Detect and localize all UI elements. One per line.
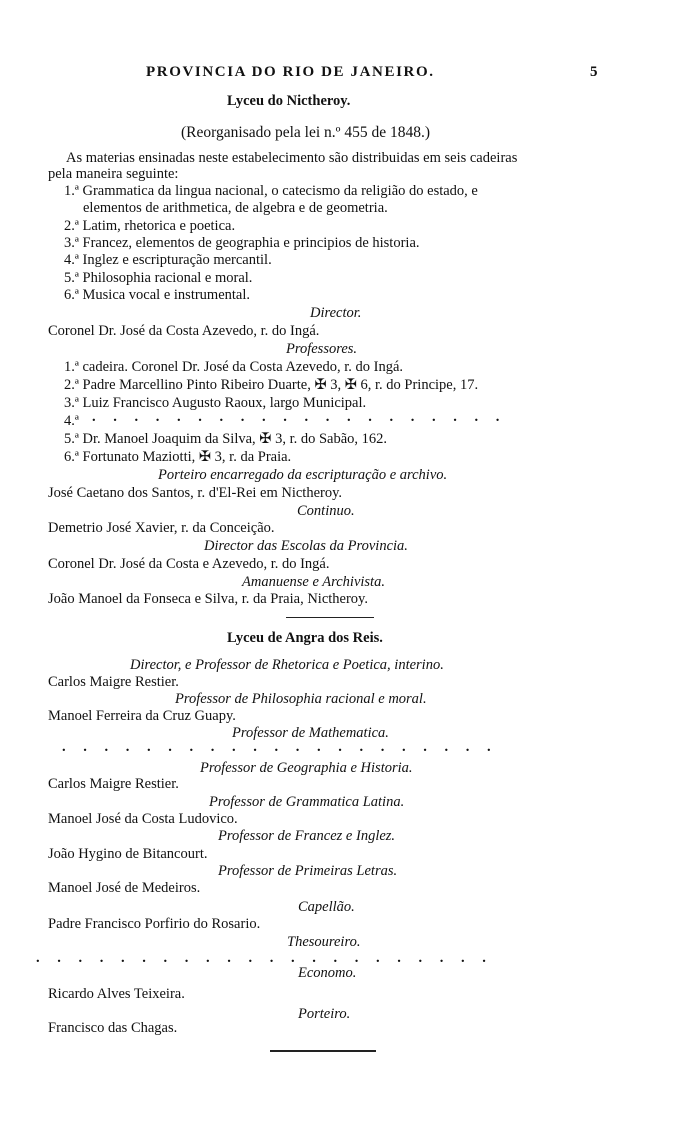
page-number: 5 [590,64,598,80]
page-header-title: PROVINCIA DO RIO DE JANEIRO. [146,64,435,80]
section-divider [286,617,374,618]
prof-philosophia-name: Manoel Ferreira da Cruz Guapy. [48,708,236,724]
intro-line-2: pela maneira seguinte: [48,166,179,182]
capellao-name: Padre Francisco Porfirio do Rosario. [48,916,261,932]
cadeira-item: 6.ª Musica vocal e instrumental. [64,287,251,303]
porteiro-angra-heading: Porteiro. [298,1006,351,1022]
cadeira-item: 1.ª Grammatica da lingua nacional, o catecismo da religião do estado, e [64,183,478,199]
cadeira-item: elementos de arithmetica, de algebra e de geometria. [83,200,388,216]
prof-grammatica-heading: Professor de Grammatica Latina. [209,794,405,810]
angra-director-heading: Director, e Professor de Rhetorica e Poetica, interino. [130,657,444,673]
professor-item: 3.ª Luiz Francisco Augusto Raoux, largo Municipal. [64,395,367,411]
prof-francez-name: João Hygino de Bitancourt. [48,846,208,862]
prof-geographia-heading: Professor de Geographia e Historia. [200,760,413,776]
cadeira-item: 2.ª Latim, rhetorica e poetica. [64,218,236,234]
intro-line-1: As materias ensinadas neste estabelecimento são distribuidas em seis cadeiras [66,150,518,166]
prof-mathematica-heading: Professor de Mathematica. [232,725,389,741]
section-title-angra: Lyceu de Angra dos Reis. [227,630,383,646]
amanuense-name: João Manoel da Fonseca e Silva, r. da Praia, Nictheroy. [48,591,368,607]
economo-heading: Economo. [298,965,357,981]
professor-item: 1.ª cadeira. Coronel Dr. José da Costa Azevedo, r. do Ingá. [64,359,404,375]
professor-item: 5.ª Dr. Manoel Joaquim da Silva, ✠ 3, r. do Sabão, 162. [64,431,388,447]
professores-heading: Professores. [286,341,358,357]
dotted-leader: . . . . . . . . . . . . . . . . . . . . [92,409,507,425]
section-title-nictheroy: Lyceu do Nictheroy. [227,93,351,109]
section-divider-end [270,1050,376,1052]
porteiro-heading: Porteiro encarregado da escripturação e archivo. [158,467,448,483]
thesoureiro-heading: Thesoureiro. [287,934,361,950]
angra-director-name: Carlos Maigre Restier. [48,674,179,690]
professor-item: 2.ª Padre Marcellino Pinto Ribeiro Duarte, ✠ 3, ✠ 6, r. do Principe, 17. [64,377,479,393]
prof-primeiras-heading: Professor de Primeiras Letras. [218,863,398,879]
prof-grammatica-name: Manoel José da Costa Ludovico. [48,811,238,827]
director-escolas-name: Coronel Dr. José da Costa e Azevedo, r. do Ingá. [48,556,330,572]
director-heading: Director. [310,305,362,321]
continuo-name: Demetrio José Xavier, r. da Conceição. [48,520,275,536]
dotted-leader: . . . . . . . . . . . . . . . . . . . . . . [36,950,493,966]
continuo-heading: Continuo. [297,503,355,519]
economo-name: Ricardo Alves Teixeira. [48,986,185,1002]
porteiro-name: José Caetano dos Santos, r. d'El-Rei em Nictheroy. [48,485,343,501]
director-name: Coronel Dr. José da Costa Azevedo, r. do Ingá. [48,323,320,339]
prof-primeiras-name: Manoel José de Medeiros. [48,880,201,896]
section-subtitle-nictheroy: (Reorganisado pela lei n.º 455 de 1848.) [181,124,431,141]
professor-item: 4.ª [64,413,79,429]
capellao-heading: Capellão. [298,899,355,915]
porteiro-angra-name: Francisco das Chagas. [48,1020,178,1036]
director-escolas-heading: Director das Escolas da Provincia. [204,538,408,554]
prof-geographia-name: Carlos Maigre Restier. [48,776,179,792]
prof-francez-heading: Professor de Francez e Inglez. [218,828,396,844]
cadeira-item: 4.ª Inglez e escripturação mercantil. [64,252,272,268]
cadeira-item: 3.ª Francez, elementos de geographia e principios de historia. [64,235,420,251]
cadeira-item: 5.ª Philosophia racional e moral. [64,270,253,286]
dotted-leader: . . . . . . . . . . . . . . . . . . . . . [62,739,498,755]
professor-item: 6.ª Fortunato Maziotti, ✠ 3, r. da Praia. [64,449,292,465]
amanuense-heading: Amanuense e Archivista. [242,574,385,590]
prof-philosophia-heading: Professor de Philosophia racional e moral. [175,691,427,707]
